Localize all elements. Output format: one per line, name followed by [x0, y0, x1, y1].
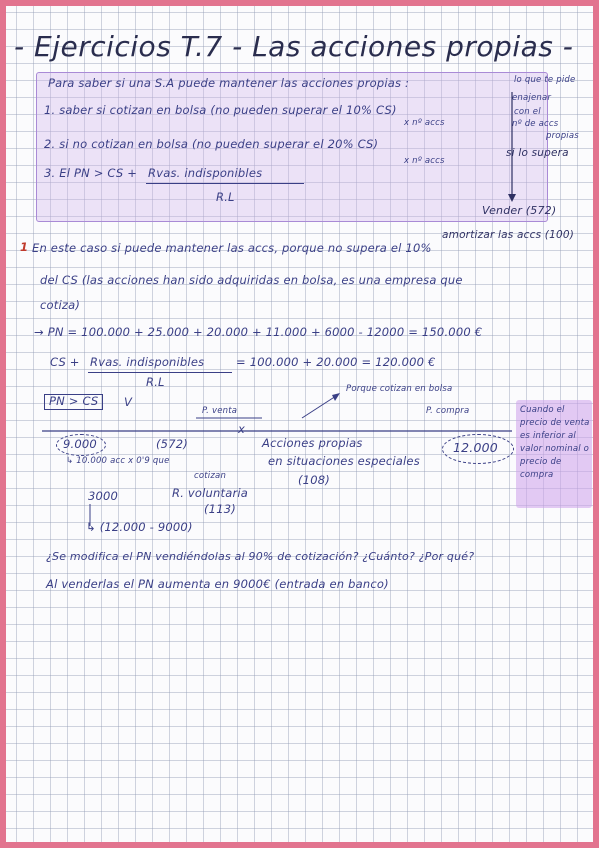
code-108: (108) [298, 473, 330, 487]
cs-suffix: = 100.000 + 20.000 = 120.000 € [236, 355, 436, 369]
diagram-lines [6, 6, 593, 842]
rule-item-2-note: x nº accs [404, 156, 445, 166]
r-voluntaria: R. voluntaria [172, 486, 249, 500]
val-3000: 3000 [88, 489, 119, 503]
cs-prefix: CS + [50, 355, 80, 369]
check-mark: V [124, 395, 133, 409]
answer-line: Al venderlas el PN aumenta en 9000€ (entrada en banco) [46, 577, 389, 591]
code-572: (572) [156, 437, 188, 451]
cs-rl: R.L [146, 375, 165, 389]
side-note-3: con el [514, 107, 541, 117]
pink-note: Cuando el precio de venta es inferior al valor nominal o precio de compra [520, 405, 590, 480]
rule-item-1: 1. saber si cotizan en bolsa (no pueden superar el 10% CS) [44, 103, 397, 117]
porque-note: Porque cotizan en bolsa [346, 384, 453, 394]
side-note-1: lo que te pide [514, 75, 576, 85]
p-compra-label: P. compra [426, 406, 470, 416]
question-line: ¿Se modifica el PN vendiéndolas al 90% de cotización? ¿Cuánto? ¿Por qué? [46, 550, 475, 563]
calc-line: ↳ (12.000 - 9000) [86, 520, 193, 534]
si-lo-supera: si lo supera [506, 147, 569, 159]
rule-item-3-rvos: Rvas. indisponibles [148, 166, 263, 180]
exercise-line-1: En este caso si puede mantener las accs, porque no supera el 10% [32, 241, 432, 255]
notebook-page [6, 6, 593, 842]
pn-cs-box: PN > CS [44, 394, 103, 410]
side-note-2: enajenar [512, 93, 552, 103]
code-113: (113) [204, 502, 236, 516]
val-12000: 12.000 [453, 440, 498, 455]
exercise-line-3: cotiza) [40, 298, 81, 312]
exercise-line-2: del CS (las acciones han sido adquiridas en bolsa, es una empresa que [40, 273, 463, 287]
pn-calculation: → PN = 100.000 + 25.000 + 20.000 + 11.000 + 6000 - 12000 = 150.000 € [34, 325, 483, 339]
detail-line-2: cotizan [194, 471, 227, 481]
situaciones-especiales: en situaciones especiales [268, 454, 420, 468]
page-title: - Ejercicios T.7 - Las acciones propias - [14, 30, 574, 63]
vender-label: Vender (572) [482, 204, 557, 217]
cs-rvos: Rvas. indisponibles [90, 355, 205, 369]
exercise-number: 1 [20, 240, 29, 254]
side-note-4: nº de accs [512, 119, 559, 129]
acciones-propias: Acciones propias [262, 436, 363, 450]
rule-item-3-rl: R.L [216, 190, 235, 204]
rule-item-2: 2. si no cotizan en bolsa (no pueden superar el 20% CS) [44, 137, 379, 151]
val-9000: 9.000 [63, 437, 97, 451]
rule-item-1-note: x nº accs [404, 118, 445, 128]
detail-line-1: ↳ 10.000 acc x 0'9 que [66, 456, 170, 466]
side-note-5: propias [546, 131, 579, 141]
rule-item-3-prefix: 3. El PN > CS + [44, 166, 138, 180]
p-venta-label: P. venta [202, 406, 238, 416]
intro-question: Para saber si una S.A puede mantener las acciones propias : [48, 76, 410, 90]
amortizar-label: amortizar las accs (100) [442, 229, 575, 241]
cross-mark: x [238, 422, 246, 436]
